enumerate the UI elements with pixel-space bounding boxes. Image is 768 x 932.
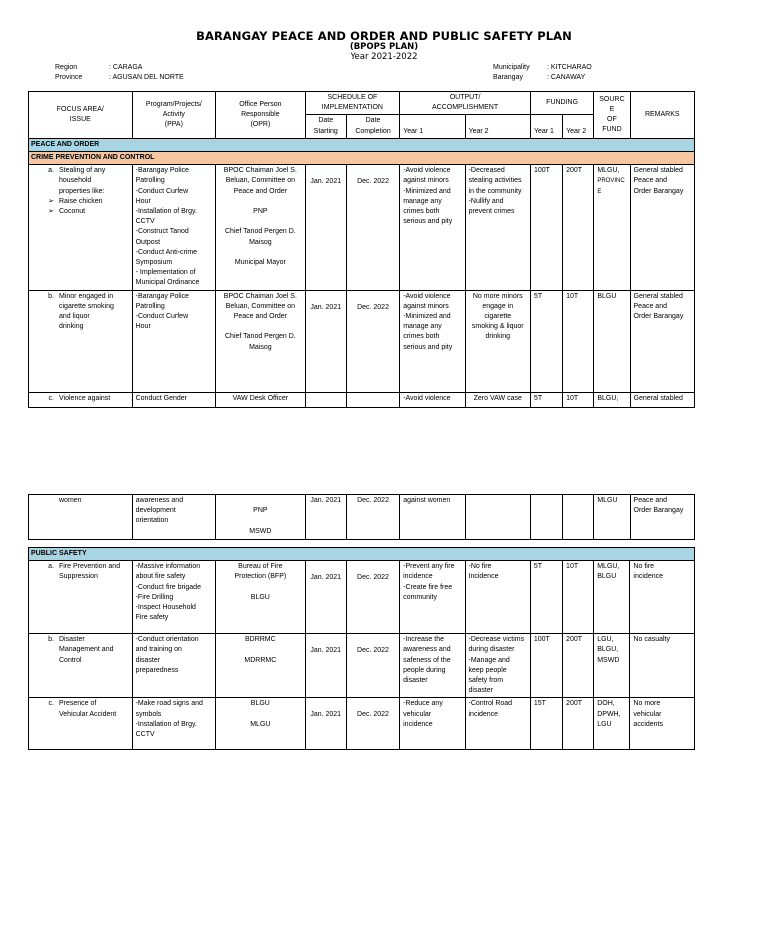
focus-cell <box>29 698 133 750</box>
item-number: c. <box>48 700 54 708</box>
table-row <box>29 165 695 290</box>
col-opr-header: Office Person Responsible (OPR) <box>216 92 306 139</box>
opr-cell: VAW Desk Officer <box>216 392 306 407</box>
col-ppa-header: Program/Projects/ Activity (PPA) <box>132 92 215 139</box>
subsection-label: CRIME PREVENTION AND CONTROL <box>29 152 695 165</box>
date-end-cell: Dec. 2022 <box>346 165 399 290</box>
remarks-cell: No more vehicular accidents <box>630 698 695 750</box>
source-cell <box>594 165 630 290</box>
plan-table-page-1 <box>28 91 695 408</box>
ppa-cell: -Conduct orientation and training on disaster preparedness <box>132 634 215 698</box>
item-number: c. <box>48 394 54 402</box>
date-start-cell: Jan. 2021 <box>305 495 346 540</box>
focus-text: Fire Prevention and Suppression <box>59 563 121 581</box>
fund-year2-cell: 10T <box>563 392 594 407</box>
fund-year2-cell: 200T <box>563 698 594 750</box>
section-label: PUBLIC SAFETY <box>29 548 695 561</box>
remarks-cell: General stabled <box>630 392 694 407</box>
date-end-cell: Dec. 2022 <box>346 698 399 750</box>
source-line: PROVINCE <box>597 178 625 195</box>
source-line: MLGU, <box>597 167 620 175</box>
output-year1-cell: -Avoid violence against minors -Minimized and manage any crimes both serious and pity <box>400 165 465 290</box>
barangay-value: : CANAWAY <box>547 74 586 81</box>
section-peace-and-order <box>29 138 695 151</box>
date-end-cell: Dec. 2022 <box>346 290 399 392</box>
ppa-cell: -Barangay Police Patrolling -Conduct Curfew Hour <box>132 290 215 392</box>
date-start-cell: Jan. 2021 <box>305 698 346 750</box>
col-output-header: OUTPUT/ ACCOMPLISHMENT <box>400 92 531 115</box>
focus-cell <box>29 495 133 540</box>
ppa-cell: awareness and development orientation <box>132 495 216 540</box>
opr-cell: BLGU MLGU <box>216 698 306 750</box>
focus-cell <box>29 561 133 634</box>
region-label: Region <box>55 64 78 71</box>
arrow-bullet-icon: ➢ <box>48 197 54 205</box>
output-year1-cell: -Reduce any vehicular incidence <box>400 698 465 750</box>
focus-cell <box>29 634 133 698</box>
fund-year1-cell: 100T <box>530 165 562 290</box>
municipality-value: : KITCHARAO <box>547 64 592 71</box>
source-cell: DOH, DPWH, LGU <box>594 698 630 750</box>
fund-year1-cell: 100T <box>530 634 562 698</box>
col-source-header: SOURCE OF FUND <box>594 92 630 139</box>
output-year2-cell <box>465 495 530 540</box>
focus-cell <box>29 392 133 407</box>
ppa-cell: -Barangay Police Patrolling -Conduct Curfew Hour -Installation of Brgy. CCTV -Construct Tanod Outpost -Conduct Anti-crime Symposium - Implementation of Municipal Ordinance <box>132 165 215 290</box>
remarks-cell: General stabled Peace and Order Barangay <box>630 165 694 290</box>
section-public-safety <box>29 548 695 561</box>
opr-cell: BPOC Chaiman Joel S. Beluan, Committee on Peace and Order Chief Tanod Pergen D. Maisog <box>216 290 306 392</box>
date-end-cell <box>346 392 399 407</box>
source-cell: MLGU <box>594 495 630 540</box>
table-row <box>29 634 695 698</box>
remarks-cell: General stabled Peace and Order Barangay <box>630 290 694 392</box>
source-cell: BLGU <box>594 290 630 392</box>
fund-year2-cell <box>563 495 594 540</box>
item-number: a. <box>48 167 54 175</box>
ppa-cell: -Massive information about fire safety -Conduct fire brigade -Fire Drilling -Inspect Household Fire safety <box>132 561 215 634</box>
bullet-text: Raise chicken <box>59 197 103 205</box>
output-year2-cell: -Decrease victims during disaster -Manage and keep people safety from disaster <box>465 634 530 698</box>
source-cell: MLGU, BLGU <box>594 561 630 634</box>
focus-text: Minor engaged in cigarette smoking and liquor drinking <box>59 292 114 331</box>
item-number: b. <box>48 636 54 644</box>
fund-year1-cell: 5T <box>530 561 562 634</box>
output-year1-cell: -Avoid violence <box>400 392 465 407</box>
focus-text: Stealing of any household properties like: <box>59 167 106 195</box>
subsection-crime-prevention <box>29 152 695 165</box>
col-funding-header: FUNDING <box>530 92 593 115</box>
document-subtitle: (BPOPS PLAN) <box>349 42 419 52</box>
focus-text: women <box>59 497 82 504</box>
fund-year2-cell: 200T <box>563 634 594 698</box>
fund-year2-cell: 200T <box>563 165 594 290</box>
opr-cell: Bureau of Fire Protection (BFP) BLGU <box>216 561 306 634</box>
arrow-bullet-icon: ➢ <box>48 208 54 216</box>
col-fund-year2-header: Year 2 <box>563 115 594 138</box>
focus-text: Violence against <box>59 394 111 402</box>
region-value: : CARAGA <box>109 64 143 71</box>
table-header-row-1 <box>29 92 695 115</box>
col-output-year2-header: Year 2 <box>465 115 530 138</box>
remarks-cell: Peace and Order Barangay <box>630 495 694 540</box>
col-fund-year1-header: Year 1 <box>530 115 562 138</box>
col-date-start-header: Date Starting <box>305 115 346 138</box>
fund-year1-cell: 5T <box>530 392 562 407</box>
date-start-cell <box>305 392 346 407</box>
focus-text: Disaster Management and Control <box>59 636 114 664</box>
section-label: PEACE AND ORDER <box>29 138 695 151</box>
output-year2-cell: -Control Road incidence <box>465 698 530 750</box>
opr-cell: BDRRMC MDRRMC <box>216 634 306 698</box>
document-year: Year 2021-2022 <box>350 52 418 62</box>
col-date-end-header: Date Completion <box>346 115 399 138</box>
ppa-cell: -Make road signs and symbols -Installation of Brgy. CCTV <box>132 698 215 750</box>
date-end-cell: Dec. 2022 <box>346 561 399 634</box>
focus-text: Presence of Vehicular Accident <box>59 700 117 718</box>
table-row <box>29 290 695 392</box>
output-year2-cell: No more minors engage in cigarette smoking & liquor drinking <box>465 290 530 392</box>
output-year2-cell: -Decreased stealing activities in the community -Nullify and prevent crimes <box>465 165 530 290</box>
focus-cell <box>29 290 133 392</box>
document-title: BARANGAY PEACE AND ORDER AND PUBLIC SAFETY PLAN <box>196 29 572 43</box>
output-year1-cell: against women <box>400 495 465 540</box>
col-output-year1-header: Year 1 <box>400 115 465 138</box>
source-cell: BLGU, <box>594 392 630 407</box>
output-year2-cell: Zero VAW case <box>465 392 530 407</box>
table-row <box>29 561 695 634</box>
date-start-cell: Jan. 2021 <box>305 634 346 698</box>
date-end-cell: Dec. 2022 <box>346 634 399 698</box>
item-number: b. <box>48 292 54 300</box>
date-start-cell: Jan. 2021 <box>305 165 346 290</box>
opr-cell: PNP MSWD <box>216 495 306 540</box>
col-schedule-header: SCHEDULE OF IMPLEMENTATION <box>305 92 400 115</box>
date-start-cell: Jan. 2021 <box>305 290 346 392</box>
plan-table-public-safety <box>28 547 695 750</box>
province-value: : AGUSAN DEL NORTE <box>109 74 184 81</box>
remarks-cell: No fire incidence <box>630 561 695 634</box>
date-start-cell: Jan. 2021 <box>305 561 346 634</box>
plan-table-page-2 <box>28 494 695 540</box>
fund-year1-cell: 5T <box>530 290 562 392</box>
col-remarks-header: REMARKS <box>630 92 694 139</box>
table-row <box>29 698 695 750</box>
municipality-label: Municipality <box>493 64 530 71</box>
table-row <box>29 392 695 407</box>
ppa-cell: Conduct Gender <box>132 392 215 407</box>
opr-cell: BPOC Chaiman Joel S. Beluan, Committee on Peace and Order PNP Chief Tanod Pergen D. Maisog Municipal Mayor <box>216 165 306 290</box>
table-row <box>29 495 695 540</box>
fund-year1-cell <box>530 495 562 540</box>
province-label: Province <box>55 74 83 81</box>
output-year1-cell: -Avoid violence against minors -Minimized and manage any crimes both serious and pity <box>400 290 465 392</box>
fund-year2-cell: 10T <box>563 561 594 634</box>
item-number: a. <box>48 563 54 571</box>
fund-year1-cell: 15T <box>530 698 562 750</box>
output-year1-cell: -Prevent any fire incidence -Create fire free community <box>400 561 465 634</box>
source-cell: LGU, BLGU, MSWD <box>594 634 630 698</box>
bullet-text: Coconut <box>59 208 86 216</box>
fund-year2-cell: 10T <box>563 290 594 392</box>
output-year2-cell: -No fire Incidence <box>465 561 530 634</box>
barangay-label: Barangay <box>493 74 523 81</box>
remarks-cell: No casualty <box>630 634 695 698</box>
focus-cell <box>29 165 133 290</box>
output-year1-cell: -Increase the awareness and safeness of the people during disaster <box>400 634 465 698</box>
date-end-cell: Dec. 2022 <box>346 495 399 540</box>
col-focus-header: FOCUS AREA/ ISSUE <box>29 92 133 139</box>
